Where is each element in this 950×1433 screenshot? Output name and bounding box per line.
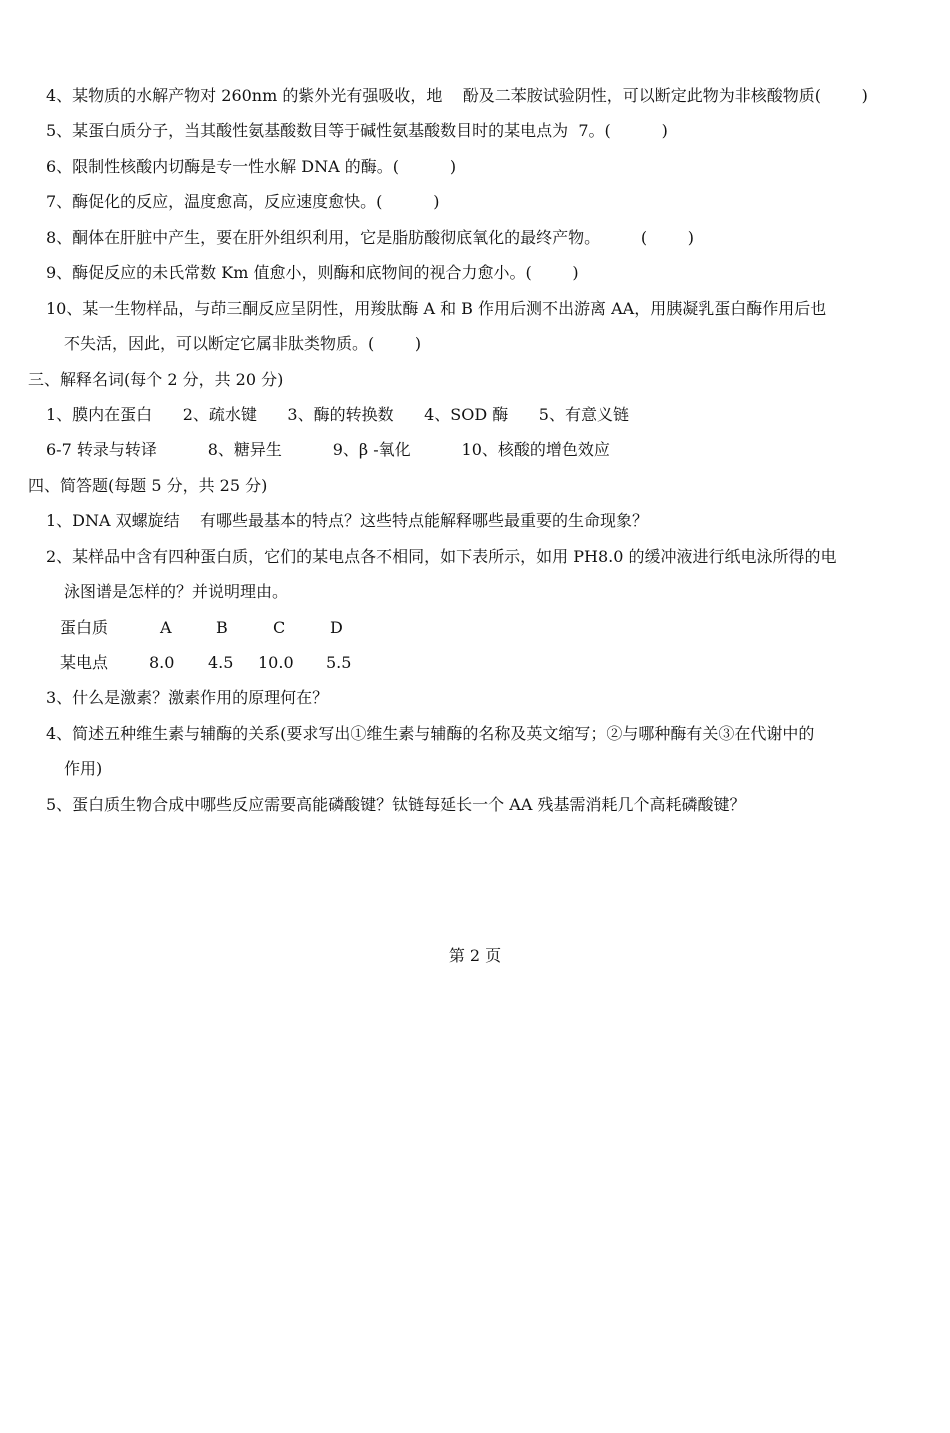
question-5: 5、蛋白质生物合成中哪些反应需要高能磷酸键？钛链每延长一个 AA 残基需消耗几个高耗磷酸键？ [46,795,746,814]
table-header-d: D [330,618,343,637]
tf-item-8: 8、酮体在肝脏中产生，要在肝外组织利用，它是脂肪酸彻底氧化的最终产物。 ( ) [46,228,695,247]
table-value-c: 10.0 [258,653,294,672]
table-row-label: 某电点 [60,653,109,672]
tf-item-4: 4、某物质的水解产物对 260nm 的紫外光有强吸收，地 酚及二苯胺试验阴性，可以断定此物为非核酸物质( ) [46,86,868,105]
tf-item-9: 9、酶促反应的未氏常数 Km 值愈小，则酶和底物间的视合力愈小。( ) [46,263,579,282]
section3-heading: 三、解释名词(每个 2 分，共 20 分) [28,370,284,389]
table-header-c: C [273,618,286,637]
section4-heading: 四、简答题(每题 5 分，共 25 分) [28,476,268,495]
term-row-1: 1、膜内在蛋白 2、疏水键 3、酶的转换数 4、SOD 酶 5、有意义链 [46,405,629,424]
question-4-line2: 作用) [64,759,103,778]
tf-item-6: 6、限制性核酸内切酶是专一性水解 DNA 的酶。( ) [46,157,457,176]
tf-item-5: 5、某蛋白质分子，当其酸性氨基酸数目等于碱性氨基酸数目时的某电点为 7。( ) [46,121,668,140]
table-value-a: 8.0 [149,653,175,672]
table-value-d: 5.5 [326,653,352,672]
table-value-b: 4.5 [208,653,234,672]
tf-item-10-line1: 10、某一生物样品，与茚三酮反应呈阴性，用羧肽酶 A 和 B 作用后测不出游离 AA，用胰凝乳蛋白酶作用后也 [46,299,827,318]
tf-item-10-line2: 不失活，因此，可以断定它属非肽类物质。( ) [64,334,422,353]
table-header-b: B [216,618,228,637]
term-row-2: 6-7 转录与转译 8、糖异生 9、β -氧化 10、核酸的增色效应 [46,440,610,459]
question-1: 1、DNA 双螺旋结 有哪些最基本的特点？这些特点能解释哪些最重要的生命现象？ [46,511,648,530]
question-2-line2: 泳图谱是怎样的？并说明理由。 [64,582,289,601]
table-header-a: A [160,618,172,637]
tf-item-7: 7、酶促化的反应，温度愈高，反应速度愈快。( ) [46,192,440,211]
question-4-line1: 4、简述五种维生素与辅酶的关系(要求写出①维生素与辅酶的名称及英文缩写；②与哪种酶有关③在代谢中的 [46,724,815,743]
table-header-label: 蛋白质 [60,618,109,637]
question-3: 3、什么是激素？激素作用的原理何在？ [46,688,329,707]
page-number: 第 2 页 [448,946,502,965]
question-2-line1: 2、某样品中含有四种蛋白质，它们的某电点各不相同，如下表所示，如用 PH8.0 的缓冲液进行纸电泳所得的电 [46,547,837,566]
